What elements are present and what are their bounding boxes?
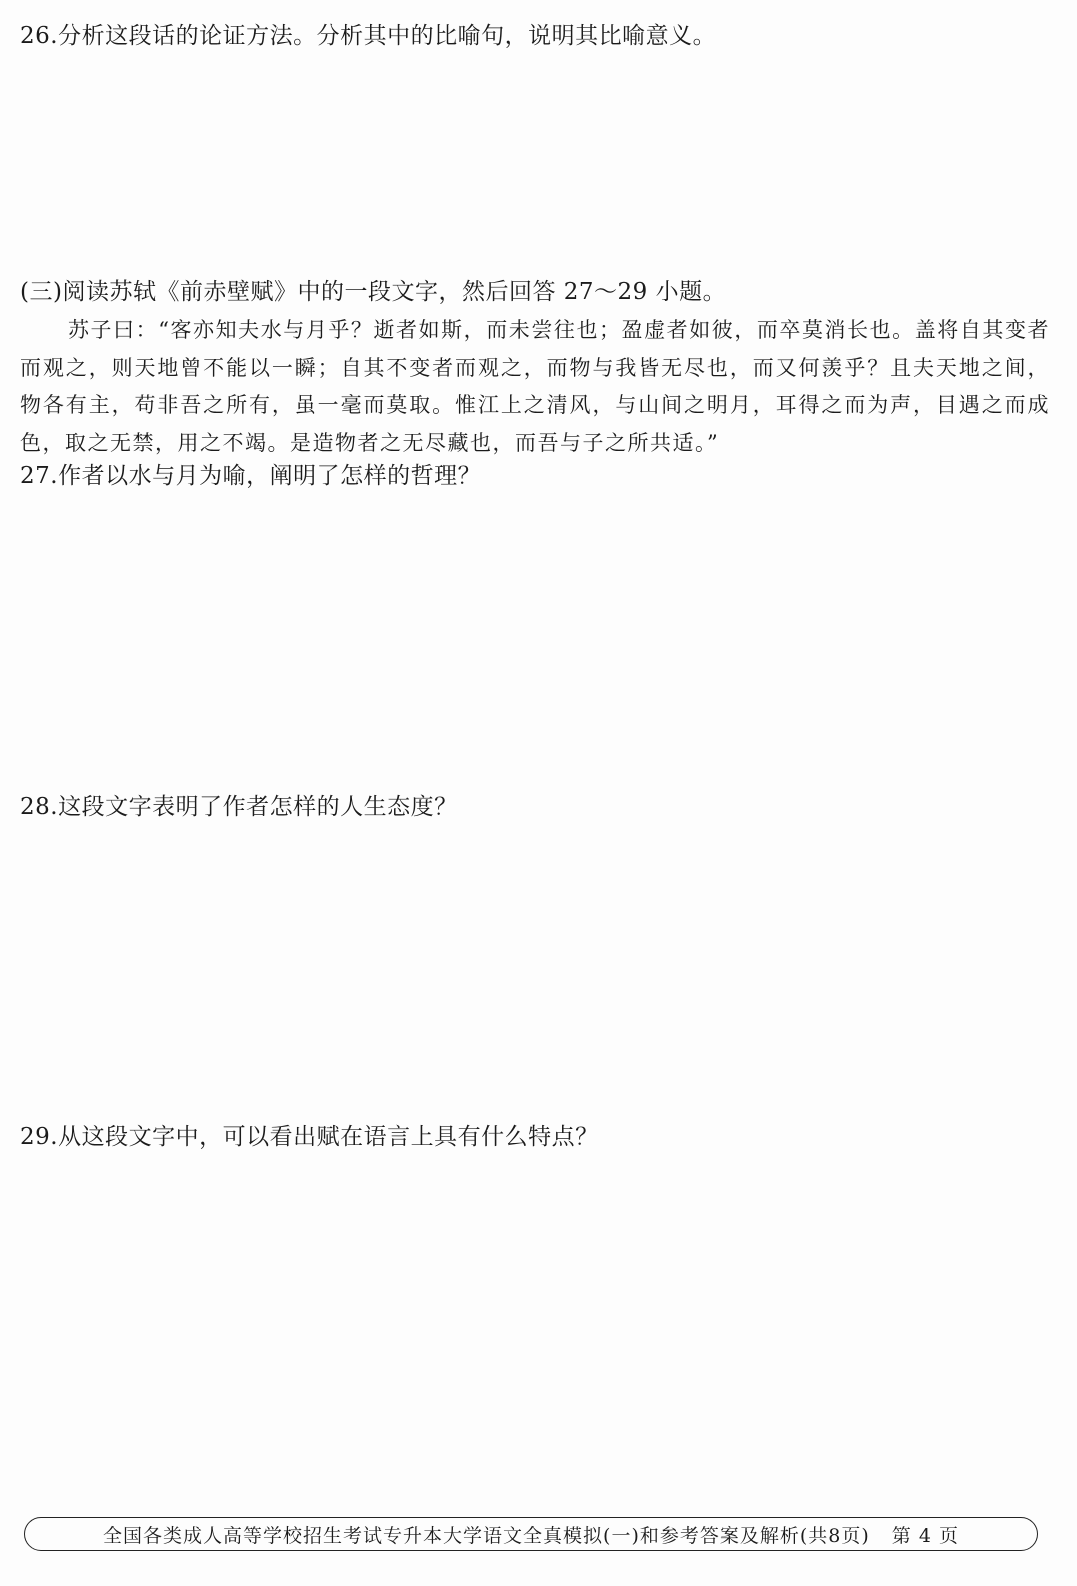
- question-28: 28.这段文字表明了作者怎样的人生态度？: [20, 794, 458, 820]
- reading-passage: 苏子曰：“客亦知夫水与月乎？逝者如斯，而未尝往也；盈虚者如彼，而卒莫消长也。盖将自其变者而观之，则天地曾不能以一瞬；自其不变者而观之，而物与我皆无尽也，而又何羡乎？且夫天地之间，物各有主，苟非吾之所有，虽一毫而莫取。惟江上之清风，与山间之明月，耳得之而为声，目遇之而成色，取之无禁，用之不竭。是造物者之无尽藏也，而吾与子之所共适。”: [20, 318, 1050, 455]
- footer-title: 全国各类成人高等学校招生考试专升本大学语文全真模拟(一)和参考答案及解析(共8页): [103, 1524, 870, 1547]
- answer-space-26: [20, 60, 1050, 270]
- answer-space-29: [20, 1160, 1050, 1500]
- question-29: 29.从这段文字中，可以看出赋在语言上具有什么特点？: [20, 1124, 599, 1150]
- question-27: 27.作者以水与月为喻，阐明了怎样的哲理？: [20, 463, 482, 489]
- answer-space-27: [20, 500, 1050, 780]
- page-number: 第 4 页: [891, 1524, 959, 1547]
- answer-space-28: [20, 830, 1050, 1110]
- question-26: 26.分析这段话的论证方法。分析其中的比喻句，说明其比喻意义。: [20, 23, 717, 49]
- section-3-heading: (三)阅读苏轼《前赤壁赋》中的一段文字，然后回答 27～29 小题。: [20, 279, 727, 305]
- page-footer: [24, 1517, 1038, 1551]
